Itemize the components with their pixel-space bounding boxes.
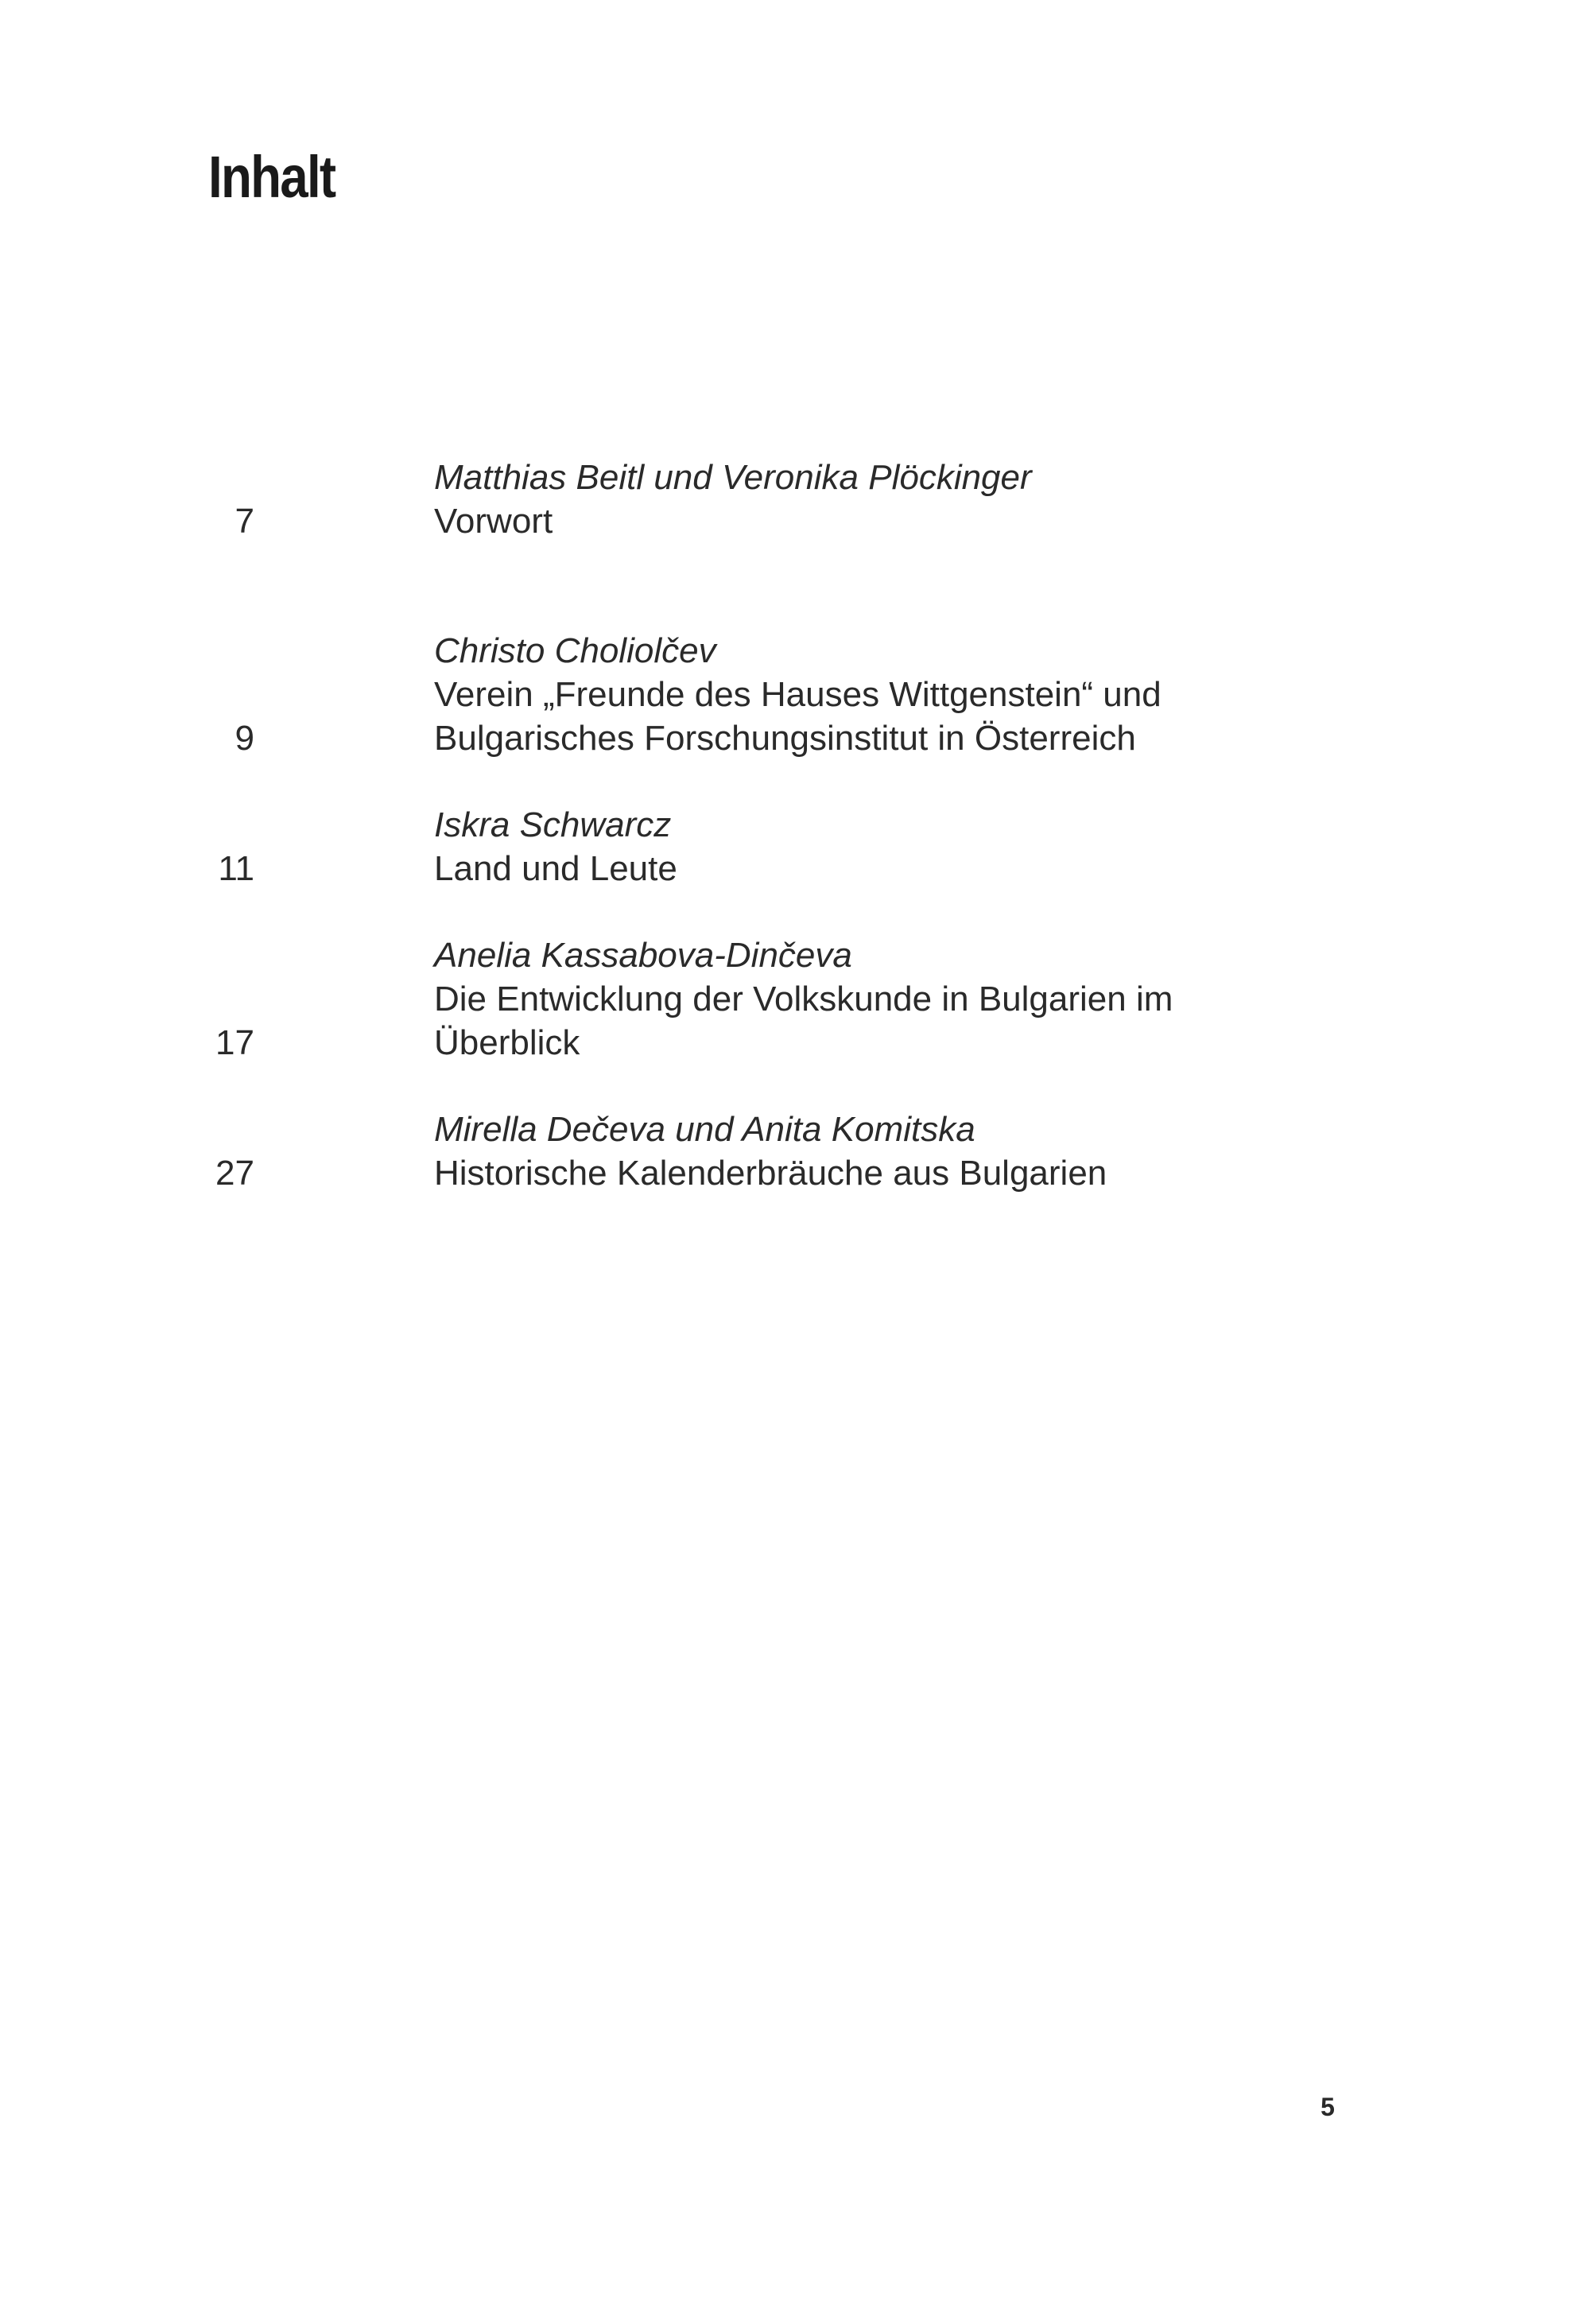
toc-entry-author: Iskra Schwarcz <box>434 805 672 844</box>
toc-entry-title-line: Bulgarisches Forschungsinstitut in Österreich <box>434 719 1136 758</box>
toc-entry-author: Matthias Beitl und Veronika Plöckinger <box>434 458 1032 497</box>
toc-entry-title-line: Überblick <box>434 1023 580 1062</box>
toc-entry-page-number: 9 <box>235 719 254 758</box>
toc-entry-title-line: Die Entwicklung der Volkskunde in Bulgarien im <box>434 980 1173 1018</box>
page-number: 5 <box>1320 2093 1335 2121</box>
page-title: Inhalt <box>208 144 335 210</box>
toc-entry-title <box>434 977 1277 1065</box>
toc-entry-page-number: 11 <box>218 849 254 888</box>
toc-entry-title <box>434 1151 1277 1195</box>
toc-entry-title <box>434 499 1277 543</box>
toc-entry-title-line: Land und Leute <box>434 849 677 888</box>
toc-entry-author: Anelia Kassabova-Dinčeva <box>434 936 852 975</box>
toc-entry-title-line: Verein „Freunde des Hauses Wittgenstein“ und <box>434 675 1161 714</box>
toc-entry-author: Mirella Dečeva und Anita Komitska <box>434 1110 975 1149</box>
toc-entry-page-number: 17 <box>215 1023 254 1062</box>
toc-entry-title <box>434 673 1277 760</box>
toc-entry-title <box>434 847 1277 890</box>
toc-entry-page-number: 27 <box>215 1154 254 1193</box>
toc-entry-title-line: Vorwort <box>434 502 553 541</box>
toc-entry-author: Christo Choliolčev <box>434 631 716 670</box>
toc-entry-title-line: Historische Kalenderbräuche aus Bulgarien <box>434 1154 1107 1193</box>
toc-entry-page-number: 7 <box>235 502 254 541</box>
